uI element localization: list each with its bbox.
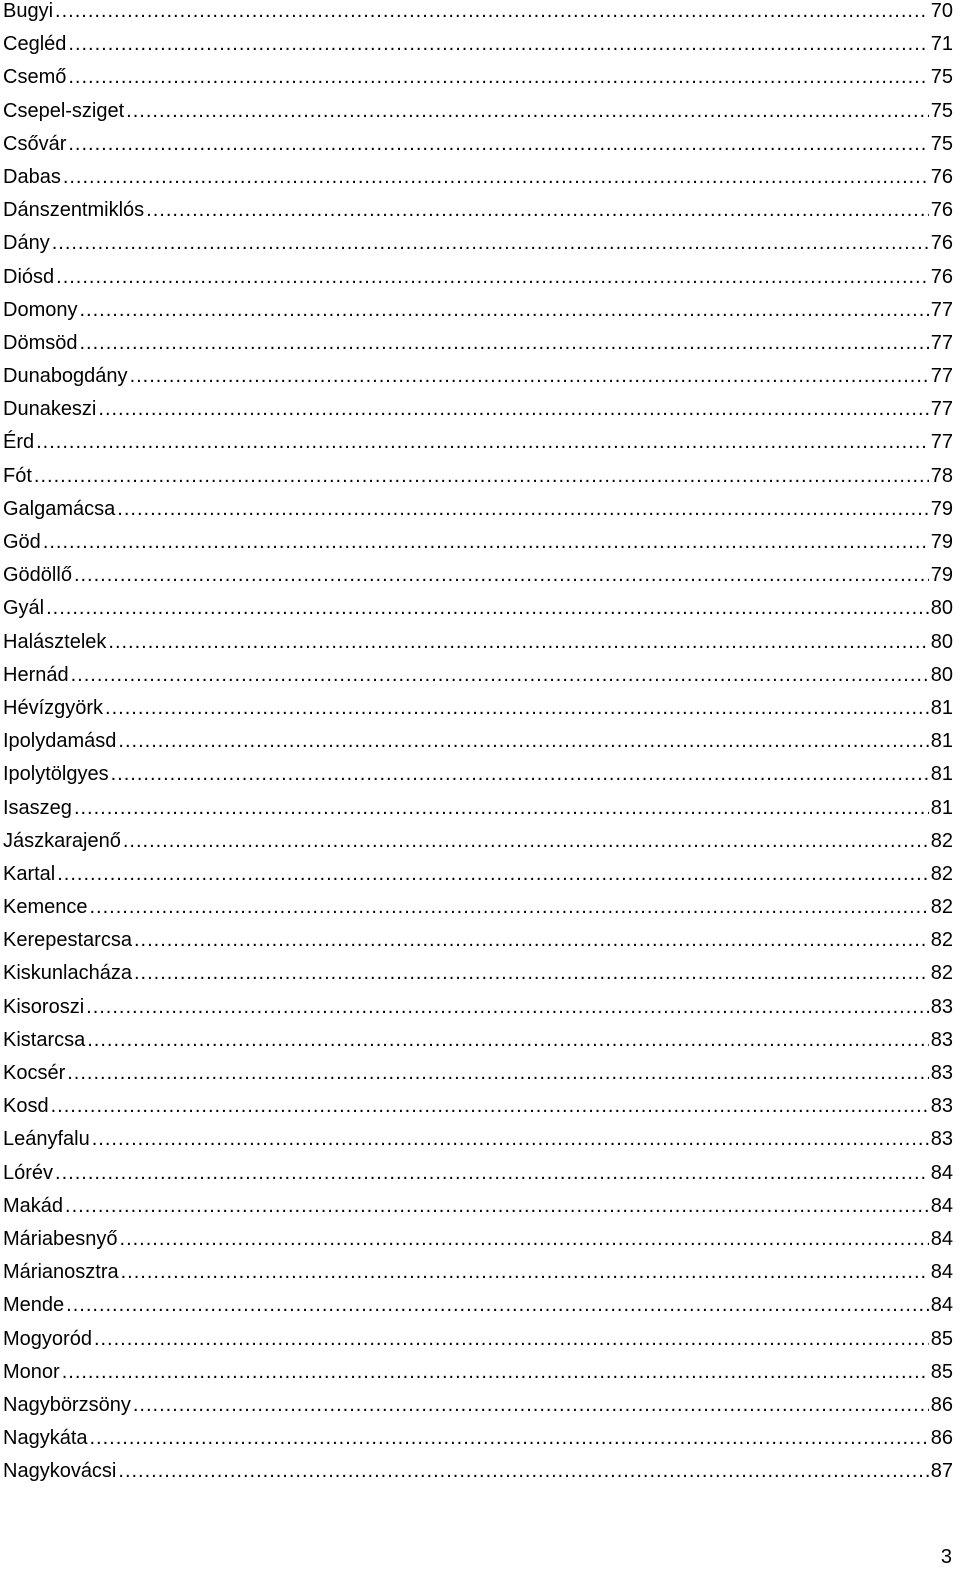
dot-leader xyxy=(118,1455,928,1488)
dot-leader xyxy=(121,1256,929,1289)
dot-leader xyxy=(117,493,928,526)
toc-entry[interactable] xyxy=(3,626,953,659)
dot-leader xyxy=(52,227,929,260)
toc-entry-page: 79 xyxy=(930,531,953,553)
dot-leader xyxy=(94,1323,929,1356)
dot-leader xyxy=(86,991,929,1024)
toc-entry-title: Lórév xyxy=(3,1161,54,1184)
toc-entry[interactable] xyxy=(3,460,953,493)
toc-entry[interactable] xyxy=(3,924,953,957)
toc-entry-title: Gödöllő xyxy=(3,564,72,587)
toc-entry-page: 87 xyxy=(930,1460,953,1483)
dot-leader xyxy=(68,128,928,161)
toc-entry-page: 79 xyxy=(930,564,953,587)
toc-entry-page: 77 xyxy=(930,298,953,321)
toc-entry[interactable] xyxy=(3,1157,953,1190)
dot-leader xyxy=(43,526,929,559)
toc-entry[interactable] xyxy=(3,858,953,891)
dot-leader xyxy=(79,294,928,327)
toc-entry-title: Hévízgyörk xyxy=(3,696,104,719)
toc-entry-page: 81 xyxy=(930,696,953,719)
toc-entry-title: Domony xyxy=(3,298,78,321)
toc-entry-title: Fót xyxy=(3,464,32,487)
toc-entry-title: Csemő xyxy=(3,66,67,89)
toc-entry-page: 86 xyxy=(930,1427,953,1450)
toc-entry-title: Dunabogdány xyxy=(3,365,128,388)
toc-entry[interactable] xyxy=(3,1057,953,1090)
toc-entry-page: 84 xyxy=(930,1294,953,1317)
dot-leader xyxy=(108,626,928,659)
dot-leader xyxy=(87,1024,929,1057)
toc-entry-page: 83 xyxy=(930,1062,953,1084)
toc-entry-page: 82 xyxy=(930,862,953,885)
toc-entry-page: 83 xyxy=(930,1128,953,1151)
toc-entry-title: Kocsér xyxy=(3,1062,66,1084)
toc-entry[interactable] xyxy=(3,227,953,260)
toc-entry-title: Galgamácsa xyxy=(3,497,116,520)
dot-leader xyxy=(118,725,928,758)
toc-entry-page: 82 xyxy=(930,829,953,852)
toc-entry[interactable] xyxy=(3,559,953,592)
toc-entry[interactable] xyxy=(3,1090,953,1123)
toc-entry[interactable] xyxy=(3,692,953,725)
toc-entry[interactable] xyxy=(3,0,953,28)
toc-entry-title: Kiskunlacháza xyxy=(3,962,132,985)
dot-leader xyxy=(57,858,929,891)
toc-entry[interactable] xyxy=(3,95,953,128)
toc-entry-page: 70 xyxy=(930,0,953,22)
dot-leader xyxy=(51,1090,929,1123)
toc-entry[interactable] xyxy=(3,393,953,426)
dot-leader xyxy=(68,61,928,94)
dot-leader xyxy=(111,758,929,791)
toc-entry[interactable] xyxy=(3,758,953,791)
toc-entry-title: Dánszentmiklós xyxy=(3,199,145,222)
toc-entry-page: 79 xyxy=(930,497,953,520)
page-number: 3 xyxy=(940,1546,952,1568)
toc-entry-title: Ipolytölgyes xyxy=(3,763,109,786)
dot-leader xyxy=(63,161,929,194)
dot-leader xyxy=(120,1223,929,1256)
toc-entry[interactable] xyxy=(3,1123,953,1156)
dot-leader xyxy=(46,592,929,625)
toc-entry-page: 84 xyxy=(930,1194,953,1217)
toc-entry-title: Nagybörzsöny xyxy=(3,1393,131,1416)
toc-entry-title: Kartal xyxy=(3,862,56,885)
dot-leader xyxy=(67,1057,929,1090)
toc-entry-page: 75 xyxy=(930,66,953,89)
toc-entry[interactable] xyxy=(3,426,953,459)
toc-entry-title: Mende xyxy=(3,1294,65,1317)
toc-entry[interactable] xyxy=(3,1289,953,1322)
toc-entry[interactable] xyxy=(3,891,953,924)
toc-entry-page: 82 xyxy=(930,896,953,919)
toc-entry-page: 77 xyxy=(930,398,953,421)
toc-entry[interactable] xyxy=(3,1223,953,1256)
toc-entry[interactable] xyxy=(3,360,953,393)
toc-entry-page: 83 xyxy=(930,1028,953,1051)
toc-entry[interactable] xyxy=(3,592,953,625)
toc-entry[interactable] xyxy=(3,1024,953,1057)
toc-entry-page: 80 xyxy=(930,597,953,620)
toc-entry-page: 80 xyxy=(930,663,953,686)
toc-entry-title: Máriabesnyő xyxy=(3,1227,118,1250)
dot-leader xyxy=(105,692,929,725)
table-of-contents xyxy=(3,0,953,1488)
toc-entry-title: Diósd xyxy=(3,265,55,288)
toc-entry[interactable] xyxy=(3,825,953,858)
toc-entry-title: Leányfalu xyxy=(3,1128,90,1151)
toc-entry-page: 81 xyxy=(930,730,953,753)
toc-entry-title: Csővár xyxy=(3,132,67,155)
toc-entry-page: 84 xyxy=(930,1261,953,1284)
toc-entry-page: 76 xyxy=(930,265,953,288)
dot-leader xyxy=(71,659,929,692)
toc-entry-title: Göd xyxy=(3,531,41,553)
dot-leader xyxy=(90,1422,929,1455)
toc-entry-title: Makád xyxy=(3,1194,64,1217)
toc-entry-title: Kerepestarcsa xyxy=(3,929,132,952)
dot-leader xyxy=(123,825,929,858)
toc-entry-page: 78 xyxy=(930,464,953,487)
toc-entry[interactable] xyxy=(3,1256,953,1289)
toc-entry[interactable] xyxy=(3,991,953,1024)
toc-entry-page: 81 xyxy=(930,796,953,819)
toc-entry-title: Márianosztra xyxy=(3,1261,119,1284)
dot-leader xyxy=(134,957,929,990)
toc-entry-title: Mogyoród xyxy=(3,1327,92,1350)
toc-entry-page: 76 xyxy=(930,232,953,255)
toc-entry-page: 80 xyxy=(930,630,953,653)
toc-entry-title: Halásztelek xyxy=(3,630,107,653)
toc-entry-page: 75 xyxy=(930,132,953,155)
dot-leader xyxy=(90,891,929,924)
toc-entry[interactable] xyxy=(3,1323,953,1356)
dot-leader xyxy=(66,1289,929,1322)
toc-entry-title: Ipolydamásd xyxy=(3,730,117,753)
toc-entry-page: 76 xyxy=(930,165,953,188)
toc-entry[interactable] xyxy=(3,1389,953,1422)
toc-entry-title: Dunakeszi xyxy=(3,398,97,421)
toc-entry-title: Hernád xyxy=(3,663,69,686)
dot-leader xyxy=(34,460,929,493)
toc-entry-page: 75 xyxy=(930,99,953,122)
dot-leader xyxy=(62,1356,929,1389)
dot-leader xyxy=(146,194,929,227)
toc-entry-title: Kisoroszi xyxy=(3,995,85,1018)
toc-entry[interactable] xyxy=(3,792,953,825)
toc-entry[interactable] xyxy=(3,294,953,327)
toc-entry-title: Bugyi xyxy=(3,0,54,22)
toc-entry-title: Isaszeg xyxy=(3,796,72,819)
toc-entry[interactable] xyxy=(3,1422,953,1455)
toc-entry[interactable] xyxy=(3,1455,953,1488)
dot-leader xyxy=(56,261,929,294)
toc-entry[interactable] xyxy=(3,161,953,194)
dot-leader xyxy=(36,426,929,459)
toc-entry-page: 82 xyxy=(930,929,953,952)
toc-entry-title: Csepel-sziget xyxy=(3,99,125,122)
toc-entry-title: Érd xyxy=(3,431,35,454)
toc-entry-page: 85 xyxy=(930,1327,953,1350)
toc-entry-title: Gyál xyxy=(3,597,45,620)
toc-entry-page: 71 xyxy=(930,33,953,56)
toc-entry[interactable] xyxy=(3,261,953,294)
toc-entry[interactable] xyxy=(3,725,953,758)
toc-entry-page: 82 xyxy=(930,962,953,985)
toc-entry-title: Nagykovácsi xyxy=(3,1460,117,1483)
dot-leader xyxy=(79,327,928,360)
toc-entry-page: 84 xyxy=(930,1161,953,1184)
toc-entry[interactable] xyxy=(3,1190,953,1223)
toc-entry-title: Kemence xyxy=(3,896,88,919)
toc-entry[interactable] xyxy=(3,28,953,61)
toc-entry-page: 76 xyxy=(930,199,953,222)
toc-entry-page: 83 xyxy=(930,1095,953,1118)
dot-leader xyxy=(130,360,929,393)
toc-entry-title: Nagykáta xyxy=(3,1427,88,1450)
toc-entry[interactable] xyxy=(3,957,953,990)
toc-entry-page: 84 xyxy=(930,1227,953,1250)
toc-entry-title: Dömsöd xyxy=(3,331,78,354)
toc-entry-title: Dány xyxy=(3,232,50,255)
dot-leader xyxy=(65,1190,929,1223)
toc-entry-page: 77 xyxy=(930,431,953,454)
dot-leader xyxy=(74,792,929,825)
toc-entry-title: Dabas xyxy=(3,165,61,188)
toc-entry[interactable] xyxy=(3,659,953,692)
toc-entry-page: 83 xyxy=(930,995,953,1018)
toc-entry-title: Kosd xyxy=(3,1095,49,1118)
toc-entry-page: 77 xyxy=(930,331,953,354)
toc-entry-page: 86 xyxy=(930,1393,953,1416)
toc-entry-page: 77 xyxy=(930,365,953,388)
dot-leader xyxy=(126,95,929,128)
dot-leader xyxy=(55,0,929,28)
toc-entry[interactable] xyxy=(3,128,953,161)
toc-entry-page: 85 xyxy=(930,1360,953,1383)
dot-leader xyxy=(92,1123,929,1156)
toc-entry[interactable] xyxy=(3,493,953,526)
toc-entry-title: Monor xyxy=(3,1360,60,1383)
toc-entry-page: 81 xyxy=(930,763,953,786)
toc-entry-title: Cegléd xyxy=(3,33,67,56)
toc-entry[interactable] xyxy=(3,327,953,360)
dot-leader xyxy=(133,1389,929,1422)
toc-entry[interactable] xyxy=(3,194,953,227)
toc-entry[interactable] xyxy=(3,61,953,94)
dot-leader xyxy=(68,28,928,61)
dot-leader xyxy=(55,1157,929,1190)
dot-leader xyxy=(98,393,928,426)
toc-entry-title: Kistarcsa xyxy=(3,1028,86,1051)
toc-entry[interactable] xyxy=(3,1356,953,1389)
toc-entry[interactable] xyxy=(3,526,953,559)
dot-leader xyxy=(134,924,929,957)
toc-entry-title: Jászkarajenő xyxy=(3,829,121,852)
dot-leader xyxy=(74,559,929,592)
